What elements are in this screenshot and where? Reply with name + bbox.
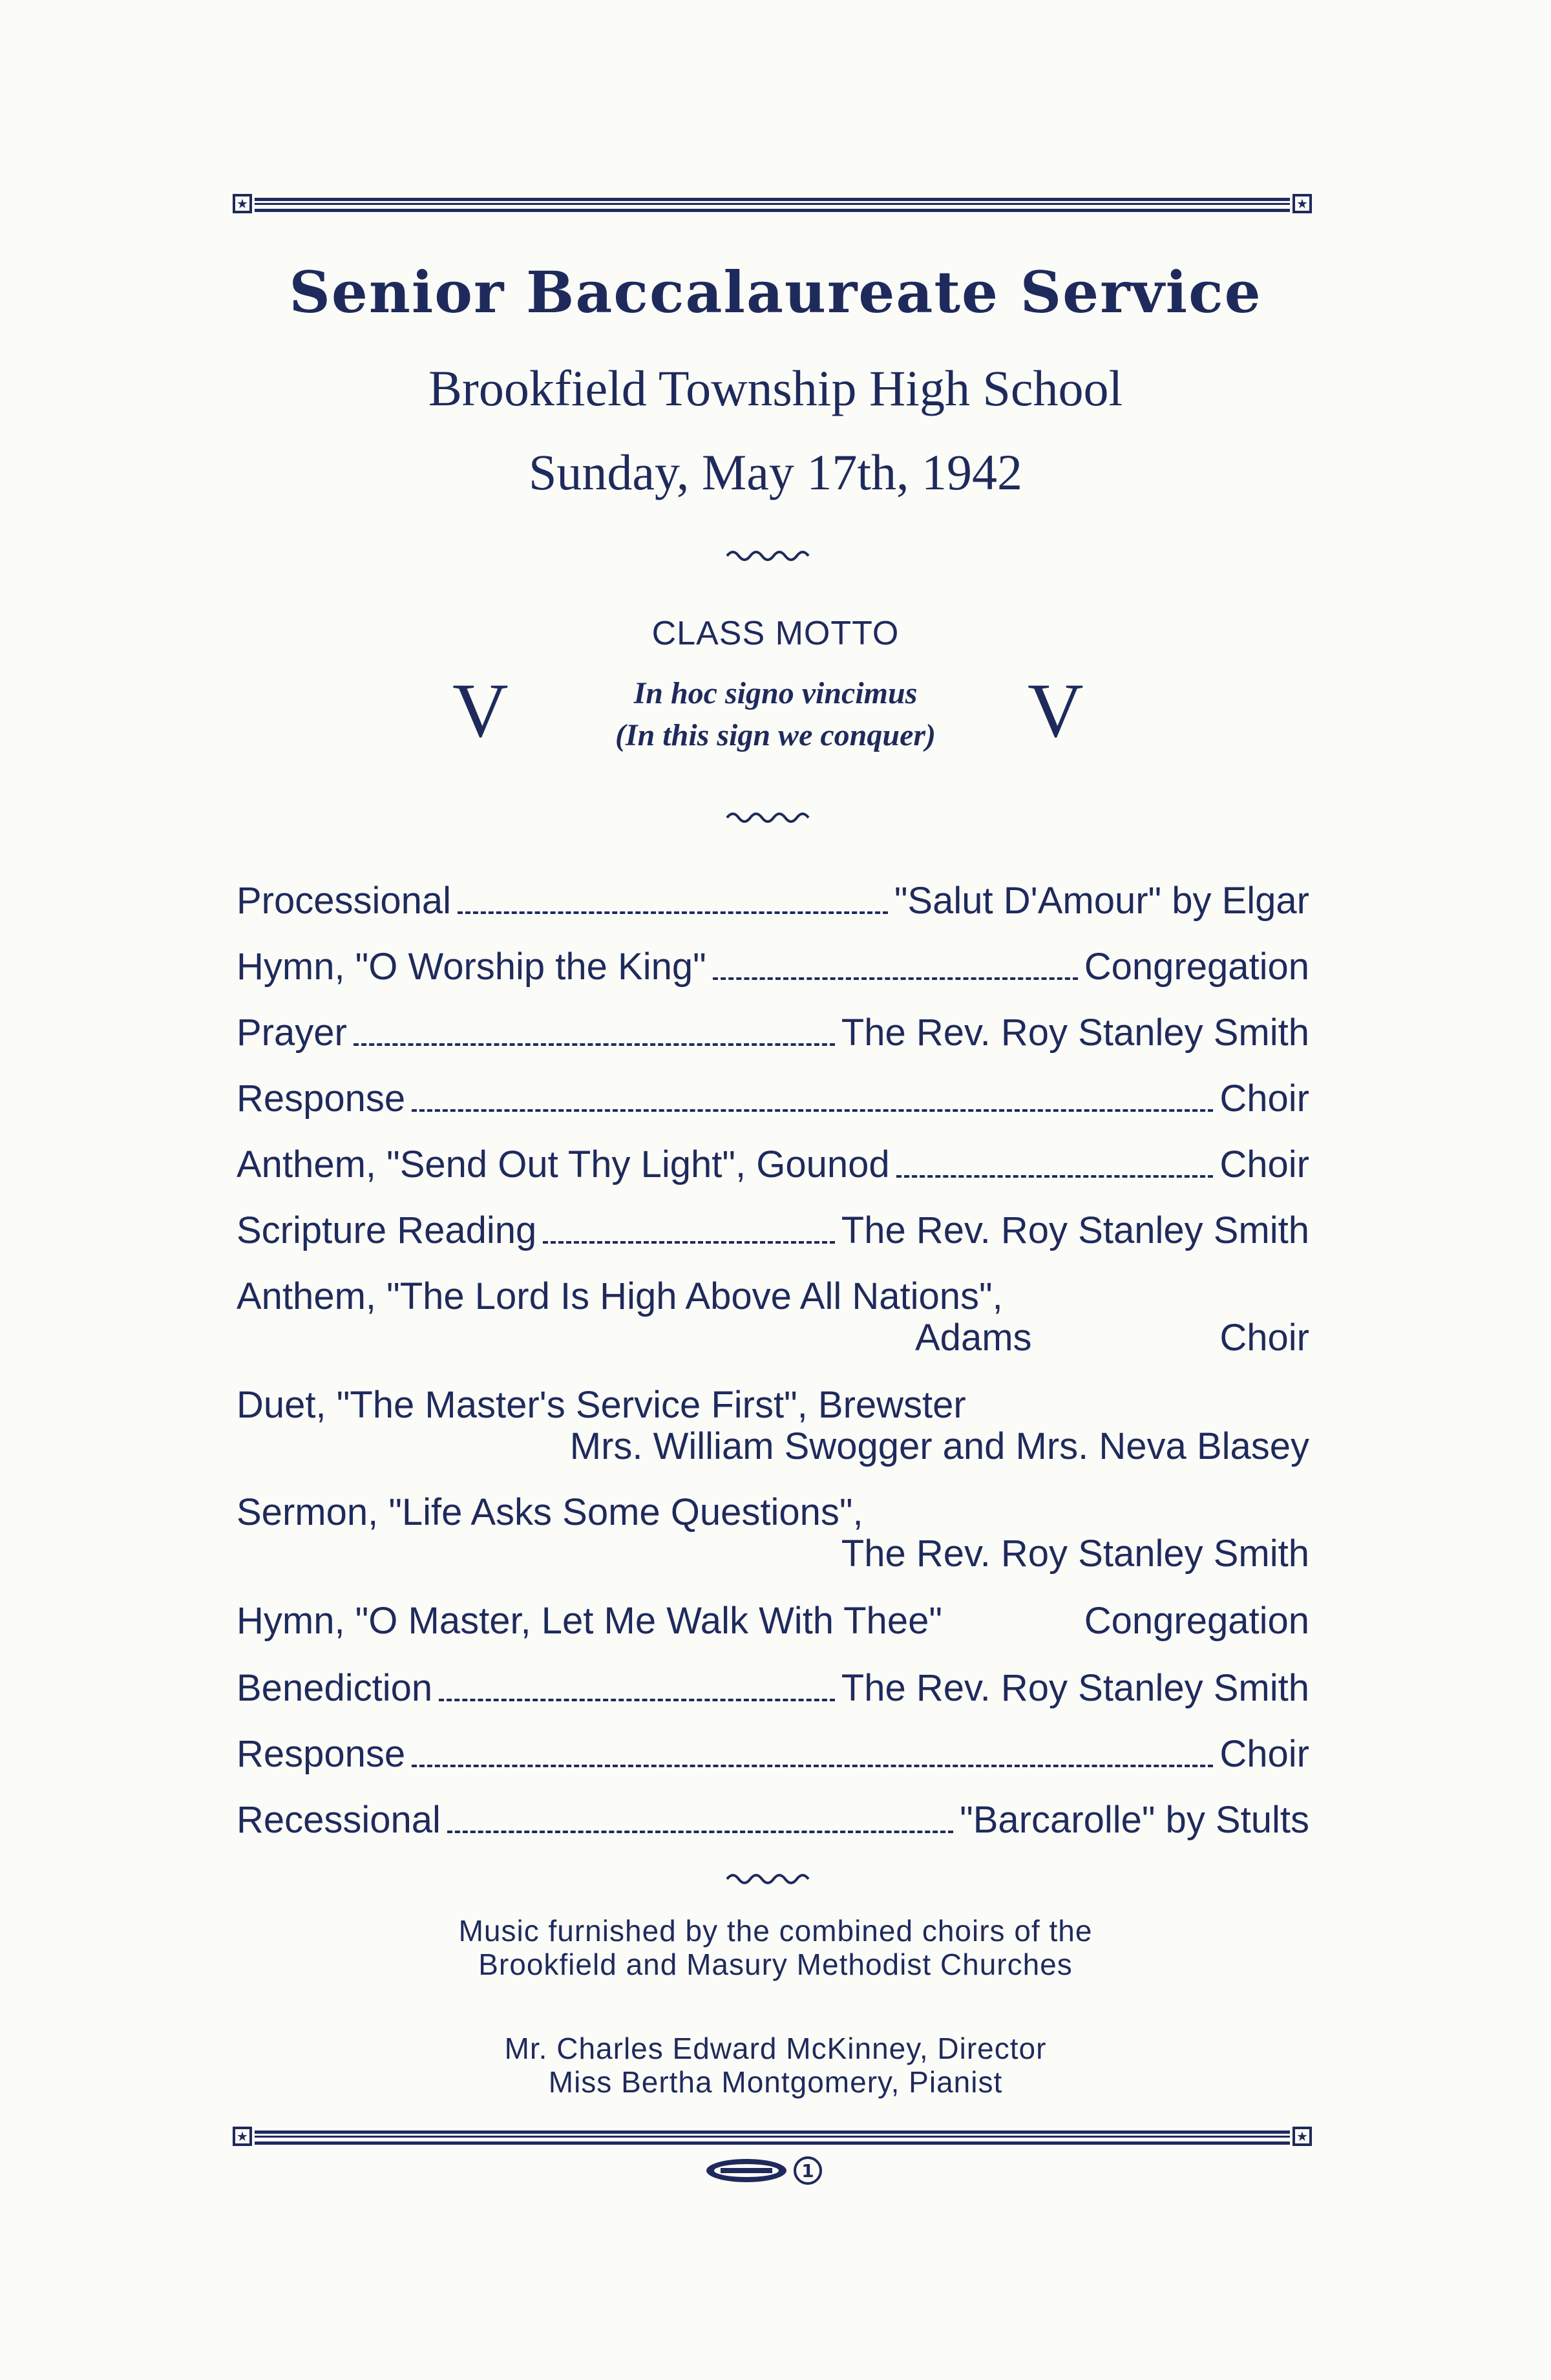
star-icon: ★ (233, 2127, 252, 2146)
victory-letter-right: V (1028, 667, 1084, 753)
star-icon: ★ (233, 194, 252, 213)
program-item-label: Duet, "The Master's Service First", Brewster (237, 1384, 966, 1426)
program-item: Hymn, "O Master, Let Me Walk With Thee" Congregation (237, 1600, 1309, 1642)
star-icon: ★ (1292, 194, 1312, 213)
program-item: Prayer The Rev. Roy Stanley Smith (237, 1012, 1309, 1054)
squiggle-divider (724, 808, 821, 827)
page-title: Senior Baccalaureate Service (289, 259, 1262, 326)
program-item-label: Sermon, "Life Asks Some Questions", (237, 1491, 863, 1533)
program-item: Anthem, "Send Out Thy Light", Gounod Choir (237, 1143, 1309, 1185)
motto-heading: CLASS MOTTO (651, 615, 900, 652)
union-printer-logo-icon (701, 2152, 830, 2189)
program-item-performer: The Rev. Roy Stanley Smith (841, 1533, 1309, 1575)
program-item-performer: Choir (1219, 1317, 1309, 1359)
top-rule (233, 194, 1312, 216)
program-item: Recessional "Barcarolle" by Stults (237, 1799, 1309, 1841)
squiggle-divider (724, 1869, 821, 1889)
program-item: Scripture Reading The Rev. Roy Stanley Smith (237, 1209, 1309, 1251)
program-item: Hymn, "O Worship the King" Congregation (237, 946, 1309, 988)
program-item-composer: Adams (915, 1317, 1032, 1359)
pianist-credit: Miss Bertha Montgomery, Pianist (548, 2065, 1003, 2099)
program-item: Response Choir (237, 1078, 1309, 1120)
director-credit: Mr. Charles Edward McKinney, Director (504, 2032, 1047, 2065)
program-item: Benediction The Rev. Roy Stanley Smith (237, 1667, 1309, 1709)
program-item-label: Anthem, "The Lord Is High Above All Nations", (237, 1275, 1003, 1317)
victory-letter-left: V (452, 667, 509, 753)
page-number: 1 (801, 2160, 814, 2182)
music-credit-line2: Brookfield and Masury Methodist Churches (478, 1948, 1073, 1981)
program-item-performer: Mrs. William Swogger and Mrs. Neva Blasey (569, 1425, 1309, 1467)
motto-english: (In this sign we conquer) (615, 718, 936, 752)
music-credit-line1: Music furnished by the combined choirs of the (458, 1914, 1093, 1948)
squiggle-divider (724, 546, 821, 566)
program-item: Response Choir (237, 1733, 1309, 1775)
service-date: Sunday, May 17th, 1942 (528, 444, 1023, 500)
bottom-rule (233, 2127, 1312, 2149)
star-icon: ★ (1292, 2127, 1312, 2146)
motto-latin: In hoc signo vincimus (633, 676, 918, 710)
school-name: Brookfield Township High School (428, 360, 1123, 416)
program-item: Processional "Salut D'Amour" by Elgar (237, 880, 1309, 922)
